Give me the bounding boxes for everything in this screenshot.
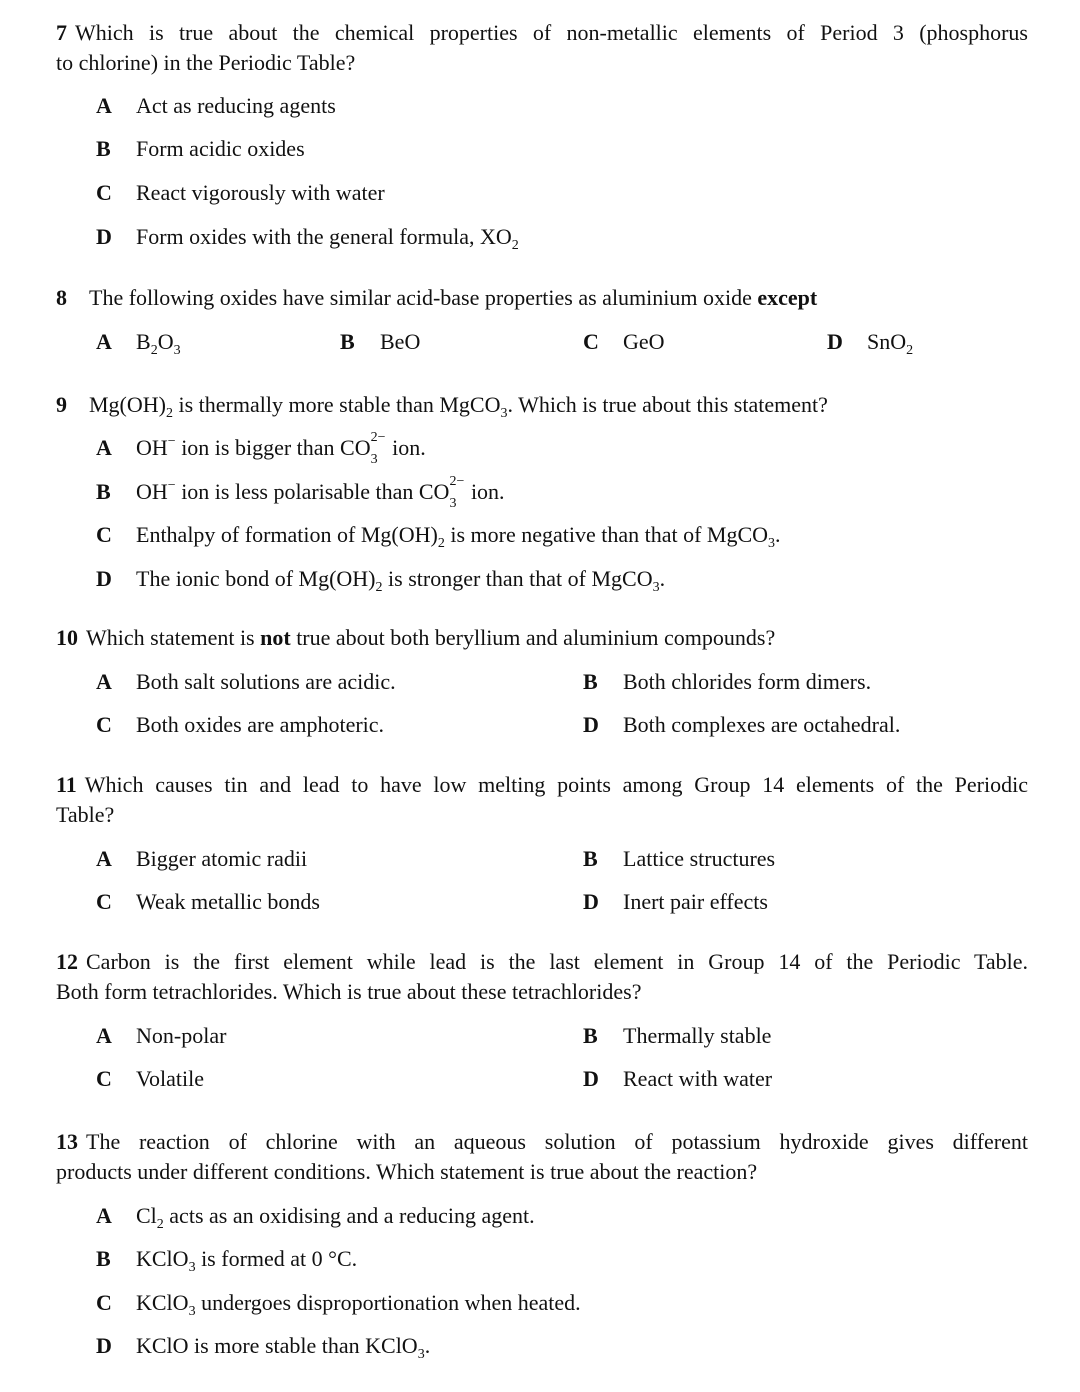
option-9-d[interactable]: D The ionic bond of $Mg(OH)_2$ is stronger than that of MgCO$_3$. <box>96 566 666 595</box>
option-13-b[interactable]: B KClO$_3$ is formed at 0 °C. <box>96 1246 358 1275</box>
option-9-c[interactable]: C Enthalpy of formation of $Mg(OH)_2$ is more negative than that of MgCO$_3$. <box>96 522 781 551</box>
option-11-d[interactable]: D Inert pair effects <box>583 889 768 914</box>
option-8-a[interactable]: A $B_2O_3$ <box>96 329 181 358</box>
option-12-b[interactable]: B Thermally stable <box>583 1023 772 1048</box>
option-9-b[interactable]: B OH− ion is less polarisable than CO 2− 3 ion. <box>96 474 505 511</box>
option-9-a[interactable]: A OH− ion is bigger than CO 2− 3 ion. <box>96 430 426 467</box>
question-stem: 7 Which is true about the chemical properties of non-metallic elements of Period 3 (phosphorus <box>56 20 1028 45</box>
question-13 <box>56 1127 1028 1187</box>
question-stem: 13 The reaction of chlorine with an aqueous solution of potassium hydroxide gives different <box>56 1129 1028 1154</box>
question-stem-line2: products under different conditions. Which statement is true about the reaction? <box>56 1159 758 1184</box>
question-8 <box>56 283 1028 313</box>
option-10-d[interactable]: D Both complexes are octahedral. <box>583 712 901 737</box>
question-number: 8 <box>56 285 67 310</box>
question-stem: 10 Which statement is not true about both beryllium and aluminium compounds? <box>56 625 776 650</box>
question-stem: 8 The following oxides have similar acid-base properties as aluminium oxide except <box>56 285 818 310</box>
option-12-c[interactable]: C Volatile <box>96 1066 205 1091</box>
question-11 <box>56 770 1028 830</box>
question-stem: 11 Which causes tin and lead to have low melting points among Group 14 elements of the Periodic <box>56 772 1028 797</box>
question-number: 12 <box>56 949 78 974</box>
question-number: 9 <box>56 392 67 417</box>
option-10-c[interactable]: C Both oxides are amphoteric. <box>96 712 385 737</box>
option-10-b[interactable]: B Both chlorides form dimers. <box>583 669 872 694</box>
option-7-c[interactable]: C React vigorously with water <box>96 180 385 205</box>
option-12-a[interactable]: A Non-polar <box>96 1023 227 1048</box>
option-8-d[interactable]: D SnO$_2$ <box>827 329 914 358</box>
question-stem: 12 Carbon is the first element while lead is the last element in Group 14 of the Periodic Table. <box>56 949 1028 974</box>
option-8-c[interactable]: C GeO <box>583 329 665 354</box>
question-number: 11 <box>56 772 77 797</box>
option-7-a[interactable]: A Act as reducing agents <box>96 93 336 118</box>
option-13-a[interactable]: A $Cl_2$ acts as an oxidising and a reducing agent. <box>96 1203 535 1232</box>
option-10-a[interactable]: A Both salt solutions are acidic. <box>96 669 396 694</box>
option-7-d[interactable]: D Form oxides with the general formula, $XO_2$ <box>96 224 519 253</box>
option-7-b[interactable]: B Form acidic oxides <box>96 136 305 161</box>
question-number: 10 <box>56 625 78 650</box>
question-number: 7 <box>56 20 67 45</box>
option-13-c[interactable]: C KClO$_3$ undergoes disproportionation when heated. <box>96 1290 581 1319</box>
question-12 <box>56 947 1028 1007</box>
question-stem: 9 $Mg(OH)_2$ is thermally more stable than MgCO$_3$. Which is true about this statement? <box>56 392 828 421</box>
question-stem-line2: Table? <box>56 802 115 827</box>
option-11-a[interactable]: A Bigger atomic radii <box>96 846 308 871</box>
question-7 <box>56 18 1028 78</box>
option-11-b[interactable]: B Lattice structures <box>583 846 776 871</box>
option-8-b[interactable]: B BeO <box>340 329 421 354</box>
question-stem-line2: Both form tetrachlorides. Which is true about these tetrachlorides? <box>56 979 642 1004</box>
option-11-c[interactable]: C Weak metallic bonds <box>96 889 320 914</box>
question-9 <box>56 390 1028 420</box>
question-stem-line2: to chlorine) in the Periodic Table? <box>56 50 356 75</box>
question-number: 13 <box>56 1129 78 1154</box>
option-12-d[interactable]: D React with water <box>583 1066 773 1091</box>
option-13-d[interactable]: D KClO is more stable than KClO$_3$. <box>96 1333 431 1362</box>
question-10 <box>56 623 1028 653</box>
